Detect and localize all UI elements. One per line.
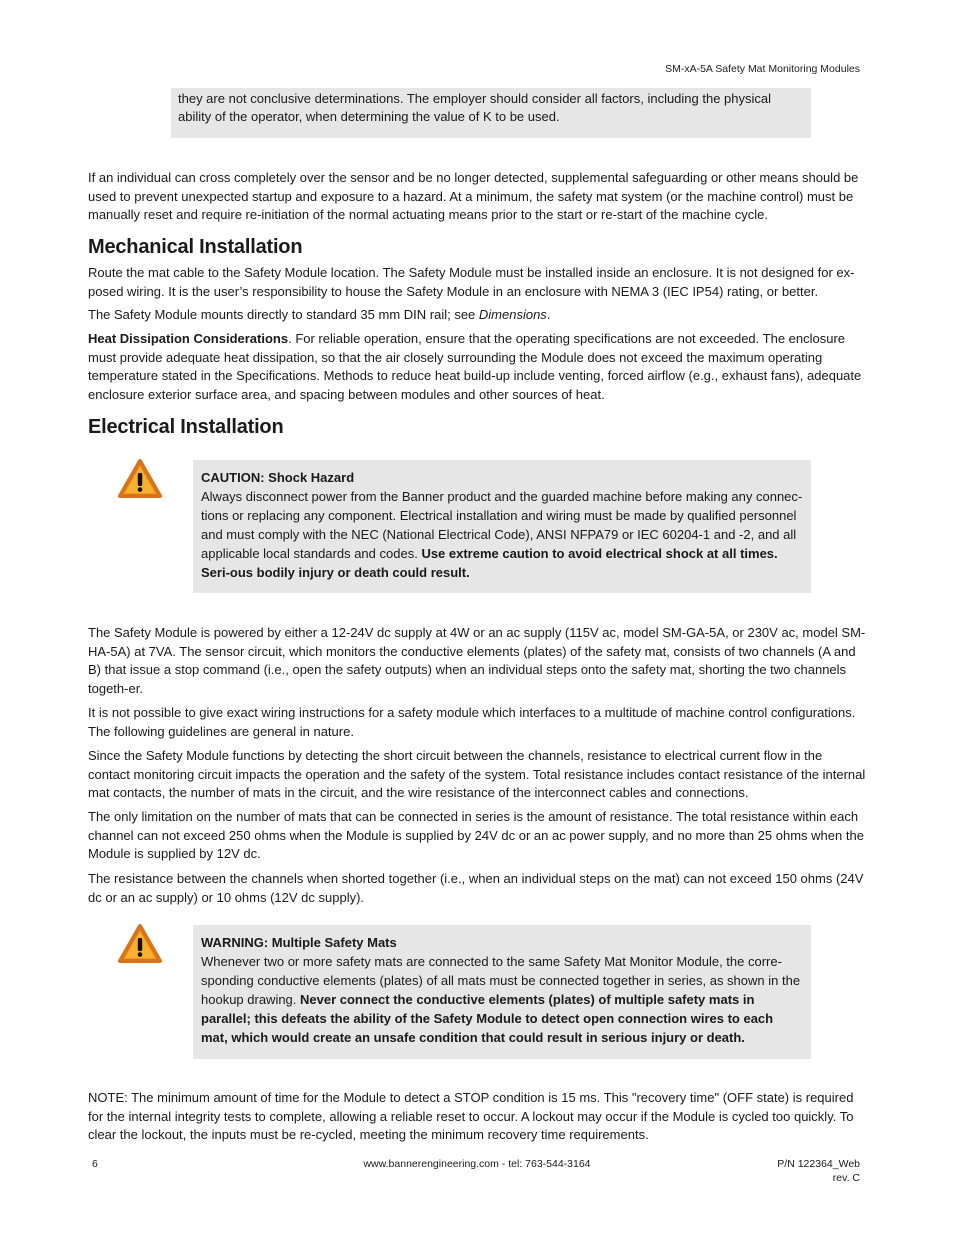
footer-contact: www.bannerengineering.com - tel: 763-544-3164 [363,1158,591,1170]
page-number: 6 [92,1158,98,1170]
top-note-text: they are not conclusive determinations. The employer should consider all factors, including the physical ability of the operator, when determining the value of K to be used. [178,91,772,124]
caution-shock-hazard-callout [193,460,811,593]
electrical-paragraph-3: Since the Safety Module functions by detecting the short circuit between the channels, resistance to electrical current flow in the contact monitoring circuit impacts the operation and the safety of the system. Total resistance includes contact resistance of the internal mat contacts, the number of mats in the circuit, and the wire resistance of the interconnect cables and connections. [88,748,866,801]
revision: rev. C [832,1172,860,1184]
electrical-installation-heading: Electrical Installation [88,416,284,438]
warning-bold-text: Never connect the conductive elements (plates) of multiple safety mats in parallel; this defeats the ability of the Safety Module to detect open connection wires to each mat, which would create an unsafe condition that could result in serious injury or death. [201,992,774,1045]
recovery-time-note: NOTE: The minimum amount of time for the Module to detect a STOP condition is 15 ms. This "recovery time" (OFF state) is required for the internal integrity tests to complete, allowing a reliable reset to occur. A lockout may occur if the Module is cycled too quickly. To clear the lockout, the inputs must be re-cycled, meeting the minimum recovery time requirements. [88,1090,854,1143]
caution-bold-text: Use extreme caution to avoid electrical shock at all times. Seri-ous bodily injury or death could result. [201,546,778,580]
warning-text: Whenever two or more safety mats are connected to the same Safety Mat Monitor Module, the corre-sponding conductive elements (plates) of all mats must be connected together in series, as shown in the hookup drawing. [201,954,801,1007]
warning-triangle-icon [117,923,163,965]
caution-text: Always disconnect power from the Banner product and the guarded machine before making any connec-tions or replacing any component. Electrical installation and wiring must be made by qualified personnel and must comply with the NEC (National Electrical Code), ANSI NFPA79 or IEC 60204-1 and -2, and all applicable local standards and codes. [201,489,803,561]
electrical-paragraph-5: The resistance between the channels when shorted together (i.e., when an individual steps on the mat) can not exceed 150 ohms (24V dc or an ac supply) or 10 ohms (12V dc supply). [88,871,864,905]
intro-paragraph: If an individual can cross completely over the sensor and be no longer detected, supplemental safeguarding or other means should be used to prevent unexpected startup and exposure to a hazard. At a minimum, the safety mat system (or the machine control) must be manually reset and require re-initiation of the normal actuating means prior to the start or re-start of the machine cycle. [88,170,859,223]
electrical-paragraph-2: It is not possible to give exact wiring instructions for a safety module which interfaces to a multitude of machine control configurations. The following guidelines are general in nature. [88,705,856,739]
din-rail-text: The Safety Module mounts directly to standard 35 mm DIN rail; see [88,307,479,322]
part-number: P/N 122364_Web [777,1158,860,1170]
electrical-paragraph-4: The only limitation on the number of mats that can be connected in series is the amount of resistance. The total resistance within each channel can not exceed 250 ohms when the Module is supplied by 24V dc or an ac power supply, and no more than 25 ohms when the Module is supplied by 12V dc. [88,809,864,862]
top-note-box [171,88,811,138]
caution-title: CAUTION: Shock Hazard [201,470,355,485]
running-header: SM-xA-5A Safety Mat Monitoring Modules [665,63,860,75]
mechanical-paragraph-1: Route the mat cable to the Safety Module location. The Safety Module must be installed inside an enclosure. It is not designed for ex-posed wiring. It is the user’s responsibility to house the Safety Module in an enclosure with NEMA 3 (IEC IP54) rating, or better. [88,265,855,299]
electrical-paragraph-1: The Safety Module is powered by either a 12-24V dc supply at 4W or an ac supply (115V ac, model SM-GA-5A, or 230V ac, model SM-HA-5A) at 7VA. The sensor circuit, which monitors the conductive elements (plates) of the safety mat, consists of two channels (A and B) that issue a stop command (i.e., open the safety outputs) when an individual steps onto the safety mat, shorting the two channels togeth-er. [88,625,866,696]
warning-multiple-mats-callout [193,925,811,1059]
heat-dissipation-lead: Heat Dissipation Considerations [88,331,289,346]
mechanical-installation-heading: Mechanical Installation [88,236,303,258]
period: . [546,307,551,322]
warning-title: WARNING: Multiple Safety Mats [201,935,397,950]
warning-triangle-icon [117,458,163,500]
footer-part-info [777,1157,860,1185]
mechanical-paragraph-3 [88,330,866,404]
heat-dissipation-text: . For reliable operation, ensure that the operating specifications are not exceeded. The enclosure must provide adequate heat dissipation, so that the air closely surrounding the Module does not exceed the maximum operating temperature stated in the Specifications. Methods to reduce heat build-up include venting, forced airflow (e.g., exhaust fans), adequate enclosure exterior surface area, and spacing between modules and other sources of heat. [88,331,862,402]
dimensions-reference: Dimensions [478,307,547,322]
mechanical-paragraph-2 [88,306,866,325]
